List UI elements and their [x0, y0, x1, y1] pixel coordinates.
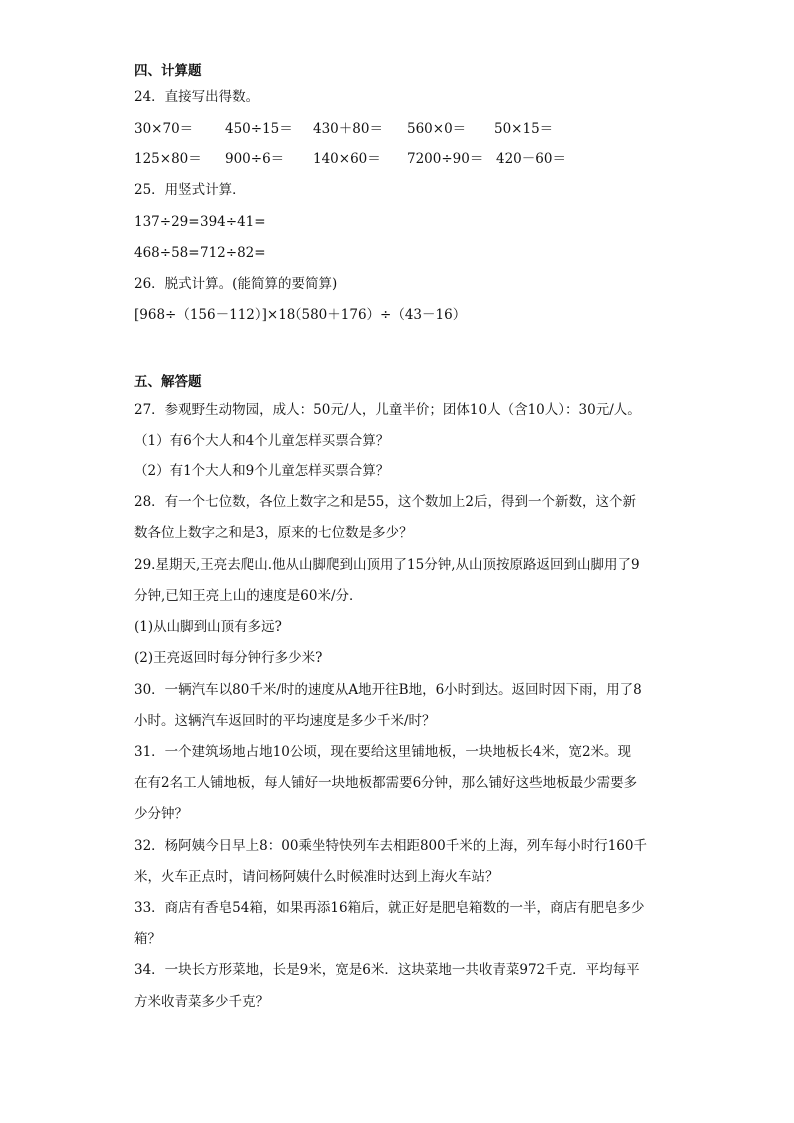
q24-item: 560×0＝: [407, 121, 467, 137]
q32-line: 米，火车正点时，请问杨阿姨什么时候准时达到上海火车站？: [134, 869, 499, 885]
q24-item: 50×15＝: [494, 121, 554, 137]
q34-line: 方米收青菜多少千克？: [134, 994, 269, 1010]
q31-line: 少分钟？: [134, 806, 188, 822]
q26-expr: （580＋176）÷（43－16）: [288, 307, 467, 323]
q29-line: (2)王亮返回时每分钟行多少米?: [134, 650, 323, 666]
q25-item: 394÷41=: [200, 214, 266, 230]
q29-line: (1)从山脚到山顶有多远?: [134, 619, 282, 635]
q31-line: 在有2名工人铺地板，每人铺好一块地板都需要6分钟，那么铺好这些地板最少需要多: [134, 775, 638, 791]
q24-item: 7200÷90＝: [407, 151, 484, 167]
q24-item: 430＋80＝: [313, 121, 383, 137]
q24-item: 900÷6＝: [225, 151, 285, 167]
q24-item: 125×80＝: [134, 151, 202, 167]
q25-stem: 25．用竖式计算．: [134, 182, 246, 198]
q29-line: 29.星期天,王亮去爬山.他从山脚爬到山顶用了15分钟,从山顶按原路返回到山脚用了9: [134, 557, 640, 573]
q27-line: （2）有1个大人和9个儿童怎样买票合算？: [134, 463, 390, 479]
q27-line: （1）有6个大人和4个儿童怎样买票合算？: [134, 433, 390, 449]
section-5-title: 五、解答题: [134, 374, 202, 390]
q25-item: 712÷82=: [200, 245, 266, 261]
q26-stem: 26．脱式计算。(能简算的要简算): [134, 276, 338, 292]
q24-item: 420－60＝: [496, 151, 566, 167]
q24-stem: 24．直接写出得数。: [134, 89, 260, 105]
q34-line: 34．一块长方形菜地，长是9米，宽是6米．这块菜地一共收青菜972千克．平均每平: [134, 962, 640, 978]
q30-line: 小时。这辆汽车返回时的平均速度是多少千米/时？: [134, 713, 436, 729]
q29-line: 分钟,已知王亮上山的速度是60米/分．: [134, 588, 363, 604]
q25-item: 468÷58=: [134, 245, 200, 261]
q24-item: 450÷15＝: [225, 121, 293, 137]
q26-expr: [968÷（156－112）]×18: [134, 307, 296, 323]
q24-item: 140×60＝: [313, 151, 381, 167]
section-4-title: 四、计算题: [134, 63, 202, 79]
q32-line: 32．杨阿姨今日早上8：00乘坐特快列车去相距800千米的上海，列车每小时行160千: [134, 838, 647, 854]
q24-item: 30×70＝: [134, 121, 194, 137]
q25-item: 137÷29=: [134, 214, 200, 230]
q28-line: 28．有一个七位数，各位上数字之和是55，这个数加上2后，得到一个新数，这个新: [134, 494, 636, 510]
q33-line: 33．商店有香皂54箱，如果再添16箱后，就正好是肥皂箱数的一半，商店有肥皂多少: [134, 900, 645, 916]
q33-line: 箱？: [134, 931, 161, 947]
q28-line: 数各位上数字之和是3，原来的七位数是多少？: [134, 525, 413, 541]
q30-line: 30．一辆汽车以80千米/时的速度从A地开往B地，6小时到达。返回时因下雨，用了8: [134, 682, 642, 698]
q27-line: 27．参观野生动物园，成人：50元/人，儿童半价；团体10人（含10人）：30元/人。: [134, 402, 641, 418]
q31-line: 31．一个建筑场地占地10公顷，现在要给这里铺地板，一块地板长4米，宽2米。现: [134, 744, 632, 760]
